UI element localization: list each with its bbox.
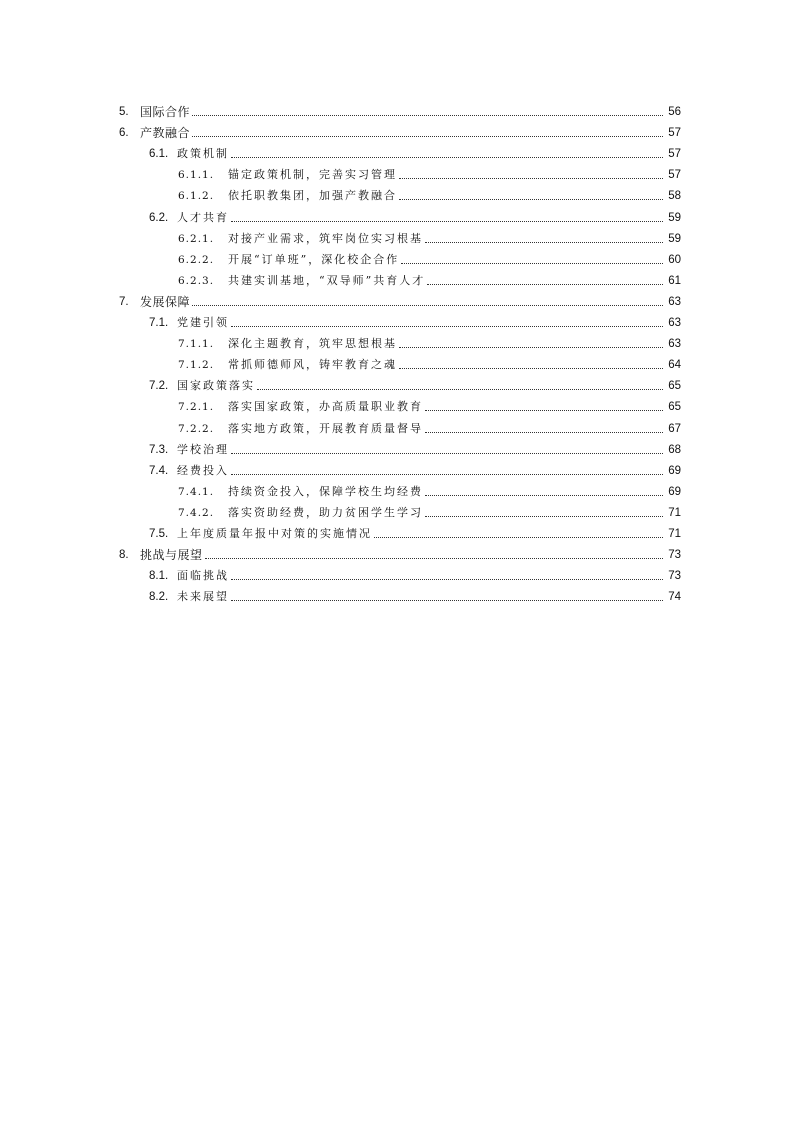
toc-entry-number: 7.1.2. <box>178 359 215 372</box>
toc-entry-title: 开展“订单班”，深化校企合作 <box>228 252 400 266</box>
toc-entry-page-number: 61 <box>668 274 681 287</box>
toc-entry-title: 国家政策落实 <box>177 379 255 393</box>
toc-entry-level-2[interactable] <box>119 203 681 224</box>
toc-entry-number: 8.1. <box>149 570 169 583</box>
toc-entry-number: 6.2.1. <box>178 232 215 245</box>
toc-entry-level-3[interactable] <box>119 499 681 520</box>
toc-entry-number: 6. <box>119 127 129 140</box>
toc-entry-title: 国际合作 <box>140 105 191 120</box>
toc-entry-number: 6.1.2. <box>178 190 215 203</box>
toc-entry-title: 学校治理 <box>177 442 229 456</box>
toc-entry-number: 7.1.1. <box>178 338 215 351</box>
toc-entry-number: 5. <box>119 106 129 119</box>
toc-dot-leader <box>257 388 663 390</box>
toc-entry-title: 发展保障 <box>140 294 191 309</box>
toc-entry-page-number: 63 <box>668 317 681 330</box>
toc-entry-title: 常抓师德师风，铸牢教育之魂 <box>228 358 397 372</box>
toc-dot-leader <box>425 515 663 517</box>
toc-dot-leader <box>231 156 663 158</box>
toc-entry-level-3[interactable] <box>119 246 681 267</box>
toc-entry-number: 6.1.1. <box>178 169 215 182</box>
toc-entry-page-number: 63 <box>668 295 681 308</box>
toc-dot-leader <box>425 241 663 243</box>
toc-dot-leader <box>425 494 663 496</box>
toc-dot-leader <box>231 325 663 327</box>
toc-entry-title: 落实资助经费，助力贫困学生学习 <box>228 505 423 519</box>
toc-entry-level-3[interactable] <box>119 330 681 351</box>
toc-entry-number: 7. <box>119 295 129 308</box>
toc-entry-level-1[interactable] <box>119 98 681 119</box>
toc-entry-title: 深化主题教育，筑牢思想根基 <box>228 337 397 351</box>
toc-entry-page-number: 71 <box>668 527 681 540</box>
toc-entry-title: 产教融合 <box>140 126 191 141</box>
toc-entry-title: 持续资金投入，保障学校生均经费 <box>228 484 423 498</box>
toc-entry-level-1[interactable] <box>119 288 681 309</box>
toc-entry-level-2[interactable] <box>119 457 681 478</box>
toc-entry-level-3[interactable] <box>119 351 681 372</box>
toc-entry-page-number: 58 <box>668 190 681 203</box>
toc-entry-page-number: 73 <box>668 549 681 562</box>
toc-dot-leader <box>231 452 663 454</box>
toc-dot-leader <box>231 578 663 580</box>
toc-entry-title: 经费投入 <box>177 463 229 477</box>
toc-entry-number: 7.4.1. <box>178 485 215 498</box>
toc-dot-leader <box>425 431 663 433</box>
toc-entry-page-number: 65 <box>668 380 681 393</box>
toc-entry-number: 8.2. <box>149 591 169 604</box>
table-of-contents <box>119 98 681 604</box>
toc-entry-page-number: 69 <box>668 464 681 477</box>
toc-entry-number: 6.2. <box>149 211 169 224</box>
toc-dot-leader <box>374 536 663 538</box>
toc-dot-leader <box>399 198 663 200</box>
toc-entry-level-2[interactable] <box>119 140 681 161</box>
toc-entry-level-3[interactable] <box>119 225 681 246</box>
toc-entry-level-2[interactable] <box>119 562 681 583</box>
toc-dot-leader <box>192 304 663 306</box>
toc-entry-number: 7.2. <box>149 380 169 393</box>
toc-dot-leader <box>401 262 663 264</box>
toc-entry-page-number: 57 <box>668 169 681 182</box>
toc-entry-page-number: 71 <box>668 506 681 519</box>
toc-entry-page-number: 73 <box>668 570 681 583</box>
toc-entry-page-number: 69 <box>668 485 681 498</box>
toc-entry-title: 锚定政策机制，完善实习管理 <box>228 168 397 182</box>
toc-entry-number: 6.2.2. <box>178 253 215 266</box>
toc-entry-title: 落实地方政策，开展教育质量督导 <box>228 421 423 435</box>
toc-entry-page-number: 57 <box>668 148 681 161</box>
toc-entry-page-number: 74 <box>668 591 681 604</box>
toc-entry-number: 7.3. <box>149 443 169 456</box>
toc-entry-page-number: 64 <box>668 359 681 372</box>
toc-dot-leader <box>192 114 663 116</box>
toc-entry-title: 挑战与展望 <box>140 548 203 563</box>
toc-entry-title: 对接产业需求，筑牢岗位实习根基 <box>228 231 423 245</box>
toc-entry-page-number: 67 <box>668 422 681 435</box>
toc-entry-level-3[interactable] <box>119 267 681 288</box>
toc-entry-page-number: 60 <box>668 253 681 266</box>
toc-dot-leader <box>231 220 663 222</box>
toc-dot-leader <box>231 473 663 475</box>
toc-entry-title: 落实国家政策，办高质量职业教育 <box>228 400 423 414</box>
toc-entry-page-number: 59 <box>668 211 681 224</box>
toc-entry-level-1[interactable] <box>119 119 681 140</box>
toc-dot-leader <box>427 283 663 285</box>
toc-dot-leader <box>231 599 663 601</box>
toc-entry-number: 7.4.2. <box>178 506 215 519</box>
toc-entry-title: 面临挑战 <box>177 569 229 583</box>
toc-entry-page-number: 57 <box>668 127 681 140</box>
toc-entry-level-3[interactable] <box>119 414 681 435</box>
toc-entry-page-number: 65 <box>668 401 681 414</box>
toc-entry-page-number: 63 <box>668 338 681 351</box>
toc-entry-title: 政策机制 <box>177 147 229 161</box>
toc-entry-title: 上年度质量年报中对策的实施情况 <box>177 526 372 540</box>
toc-entry-title: 党建引领 <box>177 316 229 330</box>
toc-entry-title: 人才共育 <box>177 210 229 224</box>
toc-entry-level-1[interactable] <box>119 541 681 562</box>
toc-entry-number: 8. <box>119 549 129 562</box>
toc-entry-number: 7.4. <box>149 464 169 477</box>
toc-entry-level-3[interactable] <box>119 182 681 203</box>
toc-entry-number: 7.5. <box>149 527 169 540</box>
toc-dot-leader <box>399 177 663 179</box>
toc-entry-number: 7.2.2. <box>178 422 215 435</box>
toc-entry-level-2[interactable] <box>119 309 681 330</box>
toc-entry-title: 依托职教集团，加强产教融合 <box>228 189 397 203</box>
toc-entry-number: 7.2.1. <box>178 401 215 414</box>
toc-entry-level-2[interactable] <box>119 436 681 457</box>
toc-entry-number: 7.1. <box>149 317 169 330</box>
toc-entry-title: 共建实训基地，“双导师”共育人才 <box>228 273 426 287</box>
toc-entry-level-3[interactable] <box>119 478 681 499</box>
toc-entry-page-number: 56 <box>668 106 681 119</box>
toc-entry-title: 未来展望 <box>177 590 229 604</box>
toc-dot-leader <box>425 409 663 411</box>
toc-entry-page-number: 59 <box>668 232 681 245</box>
toc-dot-leader <box>399 346 663 348</box>
toc-entry-level-3[interactable] <box>119 393 681 414</box>
toc-entry-level-2[interactable] <box>119 372 681 393</box>
toc-entry-number: 6.1. <box>149 148 169 161</box>
toc-dot-leader <box>192 135 663 137</box>
toc-entry-level-3[interactable] <box>119 161 681 182</box>
toc-entry-level-2[interactable] <box>119 520 681 541</box>
toc-entry-page-number: 68 <box>668 443 681 456</box>
toc-dot-leader <box>399 367 663 369</box>
toc-dot-leader <box>205 557 663 559</box>
toc-entry-level-2[interactable] <box>119 583 681 604</box>
toc-entry-number: 6.2.3. <box>178 274 215 287</box>
